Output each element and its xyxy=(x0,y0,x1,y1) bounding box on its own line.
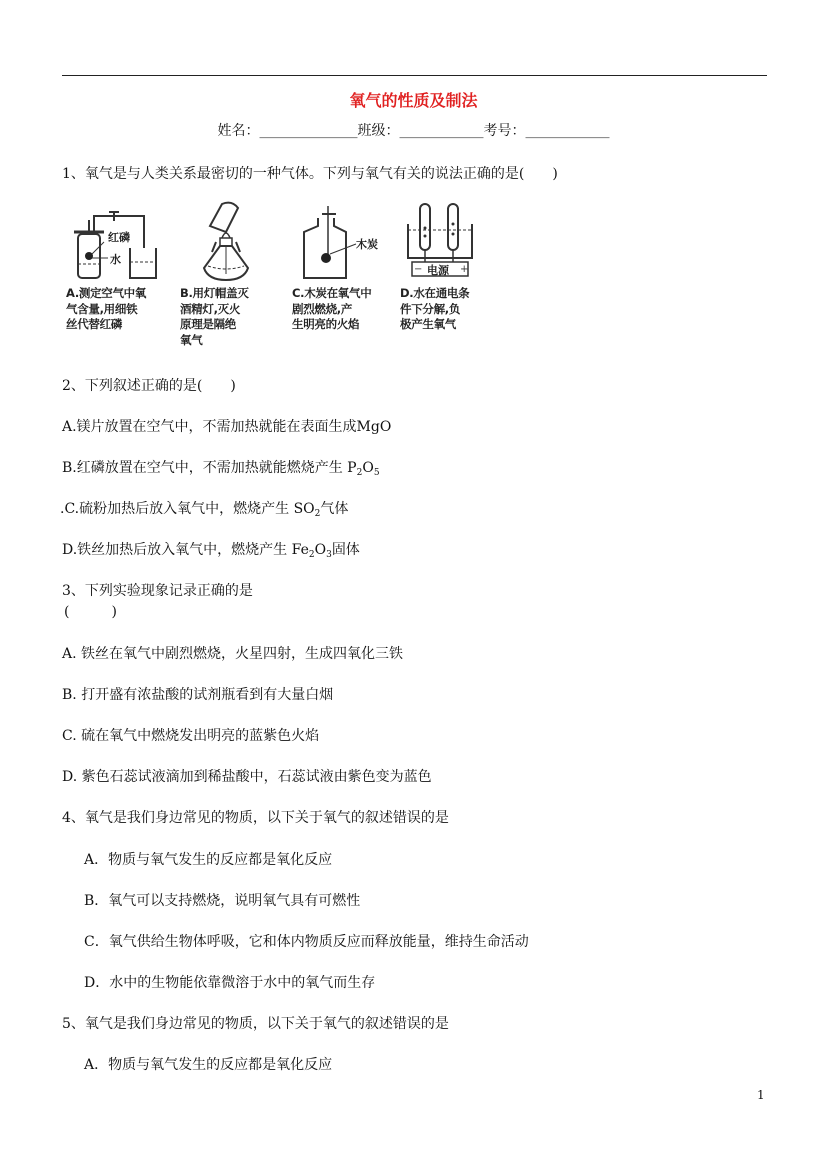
q4-option-b: B．氧气可以支持燃烧，说明氧气具有可燃性 xyxy=(84,893,361,909)
alcohol-lamp-cap-icon xyxy=(178,198,282,286)
q4-stem: 4、氧气是我们身边常见的物质，以下关于氧气的叙述错误的是 xyxy=(62,810,449,826)
q2-option-c: .C.硫粉加热后放入氧气中，燃烧产生 $SO_2$气体 xyxy=(60,501,349,519)
q1-stem: 1、氧气是与人类关系最密切的一种气体。下列与氧气有关的说法正确的是( ) xyxy=(62,166,558,182)
q3-option-d: D. 紫色石蕊试液滴加到稀盐酸中，石蕊试液由紫色变为蓝色 xyxy=(62,769,432,785)
water-electrolysis-icon xyxy=(398,198,502,286)
q4-option-a: A．物质与氧气发生的反应都是氧化反应 xyxy=(84,852,333,868)
q2-stem: 2、下列叙述正确的是( ) xyxy=(62,378,236,394)
caption-c: C.木炭在氧气中 剧烈燃烧,产 生明亮的火焰 xyxy=(292,286,372,331)
svg-text:−: − xyxy=(414,264,423,275)
q1-figure xyxy=(64,198,480,356)
label-water: 水 xyxy=(110,253,121,266)
q3-stem: 3、下列实验现象记录正确的是 xyxy=(62,583,253,599)
q3-option-a: A. 铁丝在氧气中剧烈燃烧，火星四射，生成四氧化三铁 xyxy=(62,646,404,662)
svg-text:+: + xyxy=(460,264,469,275)
caption-d: D.水在通电条 件下分解,负 极产生氧气 xyxy=(400,286,470,331)
air-oxygen-apparatus-icon xyxy=(64,198,168,286)
label-charcoal: 木炭 xyxy=(356,238,378,251)
figure-panel-b xyxy=(178,198,282,356)
q2-option-d: D.铁丝加热后放入氧气中，燃烧产生 $Fe_2O_3$固体 xyxy=(62,542,360,560)
student-info-line: 姓名：______________班级：____________考号：____________ xyxy=(217,123,610,139)
page-title: 氧气的性质及制法 xyxy=(349,91,478,110)
figure-panel-a xyxy=(64,198,168,356)
page-number: 1 xyxy=(757,1088,765,1102)
q4-option-c: C．氧气供给生物体呼吸，它和体内物质反应而释放能量，维持生命活动 xyxy=(84,934,529,950)
label-red-phosphorus: 红磷 xyxy=(108,231,130,244)
q5-option-a: A．物质与氧气发生的反应都是氧化反应 xyxy=(84,1057,333,1073)
caption-b: B.用灯帽盖灭 酒精灯,灭火 原理是隔绝 氧气 xyxy=(180,286,249,347)
q3-option-c: C. 硫在氧气中燃烧发出明亮的蓝紫色火焰 xyxy=(62,728,320,744)
q5-stem: 5、氧气是我们身边常见的物质，以下关于氧气的叙述错误的是 xyxy=(62,1016,449,1032)
q3-option-b: B. 打开盛有浓盐酸的试剂瓶看到有大量白烟 xyxy=(62,687,334,703)
header-rule xyxy=(62,75,767,76)
q2-option-a: A.镁片放置在空气中，不需加热就能在表面生成MgO xyxy=(62,419,392,435)
caption-a: A.测定空气中氧 气含量,用细铁 丝代替红磷 xyxy=(66,286,147,331)
figure-panel-c xyxy=(290,198,394,356)
q3-answer-blank: ( ) xyxy=(64,604,117,620)
q4-option-d: D．水中的生物能依靠微溶于水中的氧气而生存 xyxy=(84,975,376,991)
figure-panel-d xyxy=(398,198,502,356)
q2-option-b: B.红磷放置在空气中，不需加热就能燃烧产生 $P_2O_5$ xyxy=(62,460,380,478)
charcoal-combustion-bottle-icon xyxy=(290,198,394,286)
label-power-source: 电源 xyxy=(427,264,449,277)
